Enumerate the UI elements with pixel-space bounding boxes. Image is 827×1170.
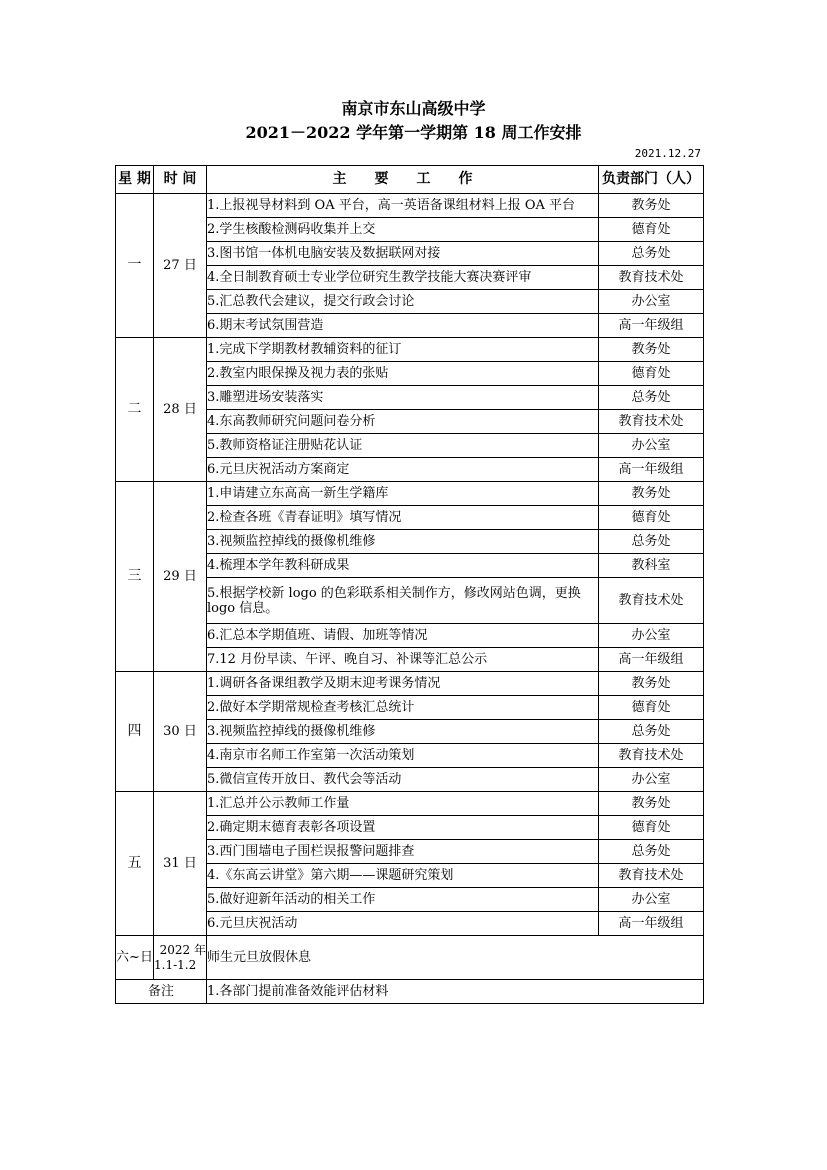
task-cell: 5.教师资格证注册贴花认证 (207, 434, 599, 458)
task-cell: 2.学生核酸检测码收集并上交 (207, 218, 599, 242)
task-cell: 1.完成下学期教材教辅资料的征订 (207, 338, 599, 362)
weekday-cell: 三 (116, 482, 154, 672)
table-row (116, 338, 704, 362)
task-cell: 1.调研各备课组教学及期末迎考课务情况 (207, 672, 599, 696)
task-cell: 5.汇总教代会建议，提交行政会讨论 (207, 290, 599, 314)
remark-task-cell: 1.各部门提前准备效能评估材料 (207, 980, 704, 1004)
holiday-date-range: 1.1-1.2 (154, 957, 197, 972)
task-cell: 1.上报视导材料到 OA 平台，高一英语备课组材料上报 OA 平台 (207, 194, 599, 218)
department-cell: 德育处 (599, 362, 704, 386)
department-cell: 总务处 (599, 720, 704, 744)
task-cell: 2.做好本学期常规检查考核汇总统计 (207, 696, 599, 720)
remark-label-cell: 备注 (116, 980, 207, 1004)
task-cell: 5.做好迎新年活动的相关工作 (207, 888, 599, 912)
school-name: 南京市东山高级中学 (341, 99, 486, 118)
department-cell: 教育技术处 (599, 864, 704, 888)
task-cell: 6.元旦庆祝活动方案商定 (207, 458, 599, 482)
schedule-title: 2021－2022 学年第一学期第 18 周工作安排 (245, 123, 582, 142)
remark-row (116, 980, 704, 1004)
department-cell: 总务处 (599, 386, 704, 410)
department-cell: 总务处 (599, 242, 704, 266)
department-cell: 德育处 (599, 218, 704, 242)
date-cell: 29 日 (154, 482, 207, 672)
task-cell: 2.确定期末德育表彰各项设置 (207, 816, 599, 840)
department-cell: 办公室 (599, 888, 704, 912)
schedule-body (116, 194, 704, 1004)
department-cell: 总务处 (599, 840, 704, 864)
department-cell: 德育处 (599, 696, 704, 720)
document-date: 2021.12.27 (634, 147, 701, 160)
weekday-cell: 四 (116, 672, 154, 792)
column-header-department: 负责部门（人） (599, 166, 704, 194)
department-cell: 高一年级组 (599, 458, 704, 482)
task-cell: 3.视频监控掉线的摄像机维修 (207, 530, 599, 554)
holiday-task-cell: 师生元旦放假休息 (207, 936, 704, 980)
task-cell: 2.检查各班《青春证明》填写情况 (207, 506, 599, 530)
task-cell: 6.汇总本学期值班、请假、加班等情况 (207, 624, 599, 648)
department-cell: 教育技术处 (599, 578, 704, 624)
holiday-row (116, 936, 704, 980)
table-row (116, 792, 704, 816)
column-header-weekday: 星 期 (116, 166, 154, 194)
task-cell: 4.《东高云讲堂》第六期——课题研究策划 (207, 864, 599, 888)
date-cell: 31 日 (154, 792, 207, 936)
schedule-table (115, 165, 704, 1004)
column-header-time: 时 间 (154, 166, 207, 194)
task-cell: 1.汇总并公示教师工作量 (207, 792, 599, 816)
task-cell: 6.期末考试氛围营造 (207, 314, 599, 338)
department-cell: 办公室 (599, 624, 704, 648)
task-cell: 5.微信宣传开放日、教代会等活动 (207, 768, 599, 792)
department-cell: 高一年级组 (599, 648, 704, 672)
task-cell: 3.西门围墙电子围栏误报警问题排查 (207, 840, 599, 864)
department-cell: 教务处 (599, 672, 704, 696)
department-cell: 教科室 (599, 554, 704, 578)
column-header-main-work: 主 要 工 作 (207, 166, 599, 194)
task-cell: 4.南京市名师工作室第一次活动策划 (207, 744, 599, 768)
department-cell: 教务处 (599, 792, 704, 816)
task-cell: 4.梳理本学年教科研成果 (207, 554, 599, 578)
table-header-row (116, 166, 704, 194)
task-cell: 5.根据学校新 logo 的色彩联系相关制作方，修改网站色调，更换 logo 信息。 (207, 578, 599, 624)
department-cell: 教务处 (599, 482, 704, 506)
date-cell: 28 日 (154, 338, 207, 482)
task-cell: 4.全日制教育硕士专业学位研究生教学技能大赛决赛评审 (207, 266, 599, 290)
task-cell: 2.教室内眼保操及视力表的张贴 (207, 362, 599, 386)
department-cell: 高一年级组 (599, 912, 704, 936)
task-cell: 3.图书馆一体机电脑安装及数据联网对接 (207, 242, 599, 266)
table-row (116, 482, 704, 506)
holiday-date-year: 2022 年 (159, 942, 206, 957)
holiday-date-cell (154, 936, 207, 980)
department-cell: 办公室 (599, 290, 704, 314)
holiday-weekday-cell: 六~日 (116, 936, 154, 980)
department-cell: 办公室 (599, 434, 704, 458)
table-row (116, 194, 704, 218)
weekday-cell: 五 (116, 792, 154, 936)
task-cell: 6.元旦庆祝活动 (207, 912, 599, 936)
department-cell: 办公室 (599, 768, 704, 792)
weekday-cell: 一 (116, 194, 154, 338)
task-cell: 4.东高教师研究问题问卷分析 (207, 410, 599, 434)
date-cell: 30 日 (154, 672, 207, 792)
department-cell: 教育技术处 (599, 410, 704, 434)
department-cell: 教育技术处 (599, 744, 704, 768)
task-cell: 3.雕塑进场安装落实 (207, 386, 599, 410)
task-cell: 7.12 月份早读、午评、晚自习、补课等汇总公示 (207, 648, 599, 672)
weekday-cell: 二 (116, 338, 154, 482)
department-cell: 教育技术处 (599, 266, 704, 290)
task-cell: 1.申请建立东高高一新生学籍库 (207, 482, 599, 506)
department-cell: 教务处 (599, 338, 704, 362)
table-row (116, 672, 704, 696)
department-cell: 高一年级组 (599, 314, 704, 338)
department-cell: 总务处 (599, 530, 704, 554)
task-cell: 3.视频监控掉线的摄像机维修 (207, 720, 599, 744)
date-cell: 27 日 (154, 194, 207, 338)
department-cell: 德育处 (599, 816, 704, 840)
department-cell: 德育处 (599, 506, 704, 530)
department-cell: 教务处 (599, 194, 704, 218)
